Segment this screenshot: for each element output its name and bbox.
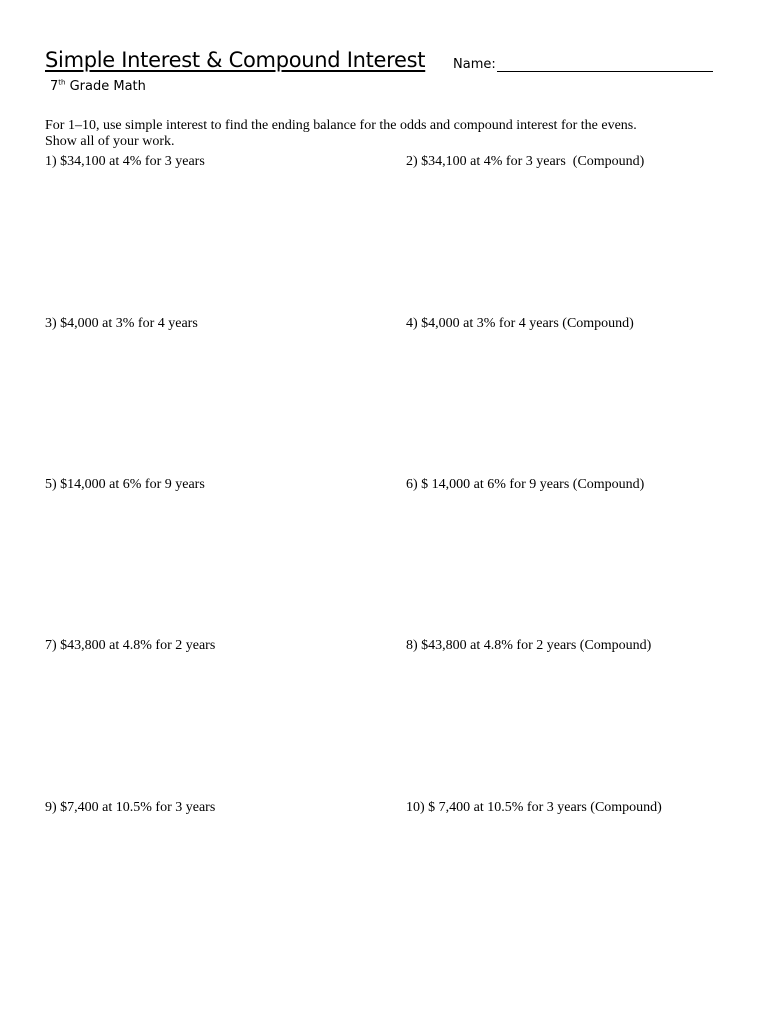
instructions-line-2: Show all of your work. — [45, 134, 175, 149]
instructions-line-1: For 1–10, use simple interest to find the ending balance for the odds and compound interest for the evens. — [45, 118, 637, 133]
problem-7: 7) $43,800 at 4.8% for 2 years — [45, 638, 216, 653]
problem-1: 1) $34,100 at 4% for 3 years — [45, 154, 205, 169]
problem-2: 2) $34,100 at 4% for 3 years (Compound) — [406, 154, 645, 169]
grade-subject: Grade Math — [65, 79, 146, 94]
name-blank-line — [497, 71, 713, 72]
problem-4: 4) $4,000 at 3% for 4 years (Compound) — [406, 316, 634, 331]
grade-number: 7 — [50, 79, 59, 94]
problem-9: 9) $7,400 at 10.5% for 3 years — [45, 800, 216, 815]
problem-3: 3) $4,000 at 3% for 4 years — [45, 316, 198, 331]
grade-suffix: th — [58, 78, 66, 87]
name-label: Name: — [453, 57, 496, 72]
worksheet-title: Simple Interest & Compound Interest — [45, 48, 426, 72]
problem-8: 8) $43,800 at 4.8% for 2 years (Compound) — [406, 638, 652, 653]
grade-subtitle — [50, 79, 146, 94]
problem-10: 10) $ 7,400 at 10.5% for 3 years (Compound) — [406, 800, 662, 815]
instructions — [45, 118, 735, 150]
problem-6: 6) $ 14,000 at 6% for 9 years (Compound) — [406, 477, 645, 492]
problem-5: 5) $14,000 at 6% for 9 years — [45, 477, 205, 492]
